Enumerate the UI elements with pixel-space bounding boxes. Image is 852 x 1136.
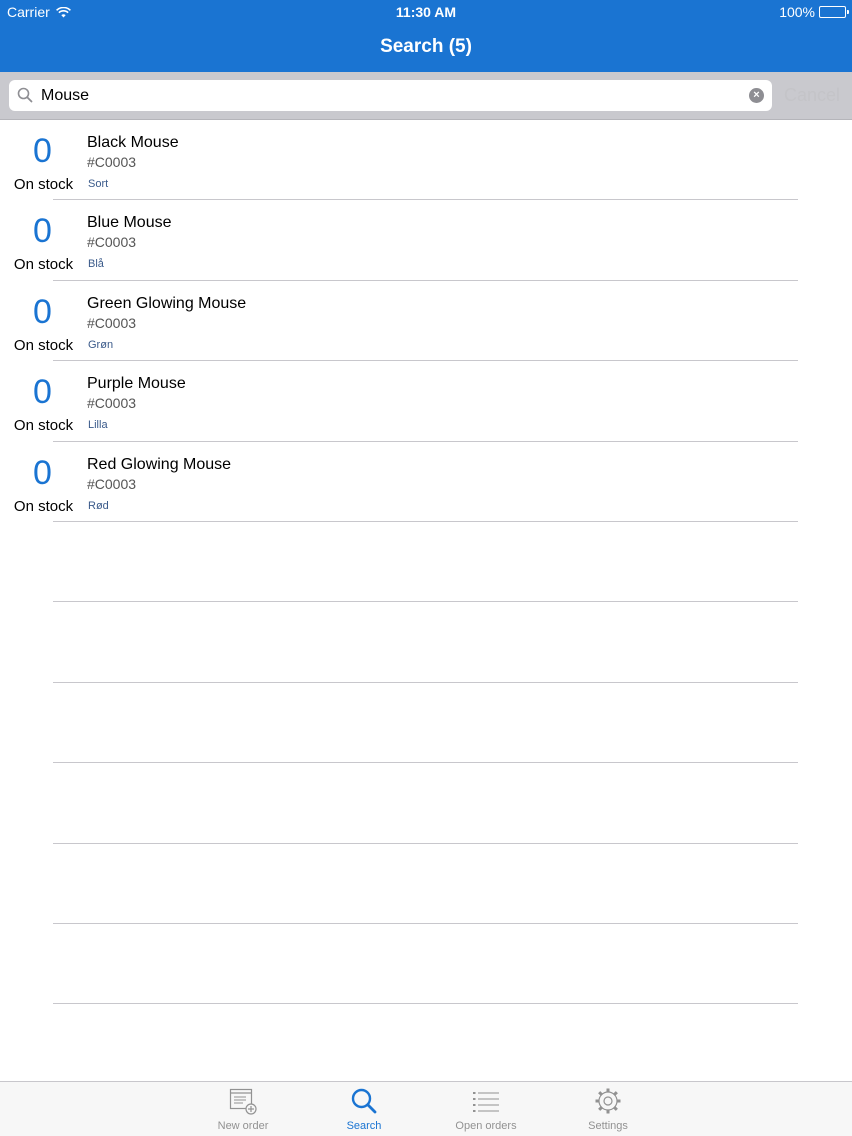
item-code: #C0003 (87, 234, 137, 251)
empty-row (0, 683, 852, 763)
stock-label: On stock (13, 176, 74, 193)
clear-search-button[interactable]: × (749, 88, 764, 103)
empty-row (0, 602, 852, 682)
tab-settings[interactable] (553, 1082, 663, 1136)
item-variant: Blå (88, 258, 104, 271)
item-code: #C0003 (87, 314, 137, 331)
stock-count: 0 (33, 453, 52, 492)
stock-label: On stock (13, 336, 74, 354)
new-order-icon (229, 1087, 257, 1115)
tab-bar (0, 1081, 852, 1136)
item-variant: Lilla (88, 419, 108, 432)
list-icon (472, 1087, 500, 1115)
stock-label: On stock (13, 417, 74, 435)
list-item[interactable] (0, 200, 852, 280)
cancel-button[interactable]: Cancel (784, 85, 841, 105)
tab-label: New order (217, 1120, 269, 1132)
item-variant: Sort (88, 178, 109, 190)
page-title: Search (5) (380, 36, 472, 57)
tab-label: Open orders (455, 1120, 517, 1132)
navigation-bar (0, 0, 852, 72)
stock-label: On stock (13, 497, 74, 515)
empty-row (0, 763, 852, 843)
item-code: #C0003 (87, 475, 137, 492)
tab-search[interactable] (309, 1082, 419, 1136)
list-item[interactable] (0, 281, 852, 361)
item-code: #C0003 (87, 154, 137, 170)
results-list (0, 120, 852, 1004)
item-name: Blue Mouse (87, 214, 172, 232)
list-item[interactable] (0, 442, 852, 522)
item-name: Green Glowing Mouse (87, 294, 247, 312)
search-icon (350, 1087, 378, 1115)
item-name: Red Glowing Mouse (87, 455, 232, 473)
stock-count: 0 (33, 132, 52, 170)
stock-count: 0 (33, 292, 52, 331)
tab-new-order[interactable] (188, 1082, 298, 1136)
list-item[interactable] (0, 120, 852, 200)
battery-icon (819, 6, 846, 18)
status-time: 11:30 AM (395, 4, 457, 20)
item-variant: Rød (88, 499, 109, 512)
empty-row (0, 924, 852, 1004)
stock-label: On stock (13, 256, 74, 274)
carrier-label: Carrier (7, 4, 50, 20)
tab-label: Settings (588, 1120, 628, 1132)
item-name: Purple Mouse (87, 375, 186, 393)
search-bar (0, 72, 852, 120)
empty-row (0, 522, 852, 602)
gear-icon (594, 1087, 622, 1115)
stock-count: 0 (33, 373, 52, 412)
search-input[interactable] (41, 80, 741, 111)
search-icon (17, 87, 33, 103)
stock-count: 0 (33, 212, 52, 251)
item-variant: Grøn (88, 338, 114, 351)
item-name: Black Mouse (87, 134, 179, 151)
battery-percent: 100% (779, 4, 815, 20)
row-divider (53, 1003, 798, 1004)
battery-indicator (779, 4, 846, 20)
search-field[interactable] (9, 80, 772, 111)
item-code: #C0003 (87, 395, 137, 412)
tab-label: Search (346, 1120, 382, 1132)
empty-row (0, 844, 852, 924)
status-bar (0, 0, 852, 24)
list-item[interactable] (0, 361, 852, 441)
tab-open-orders[interactable] (431, 1082, 541, 1136)
